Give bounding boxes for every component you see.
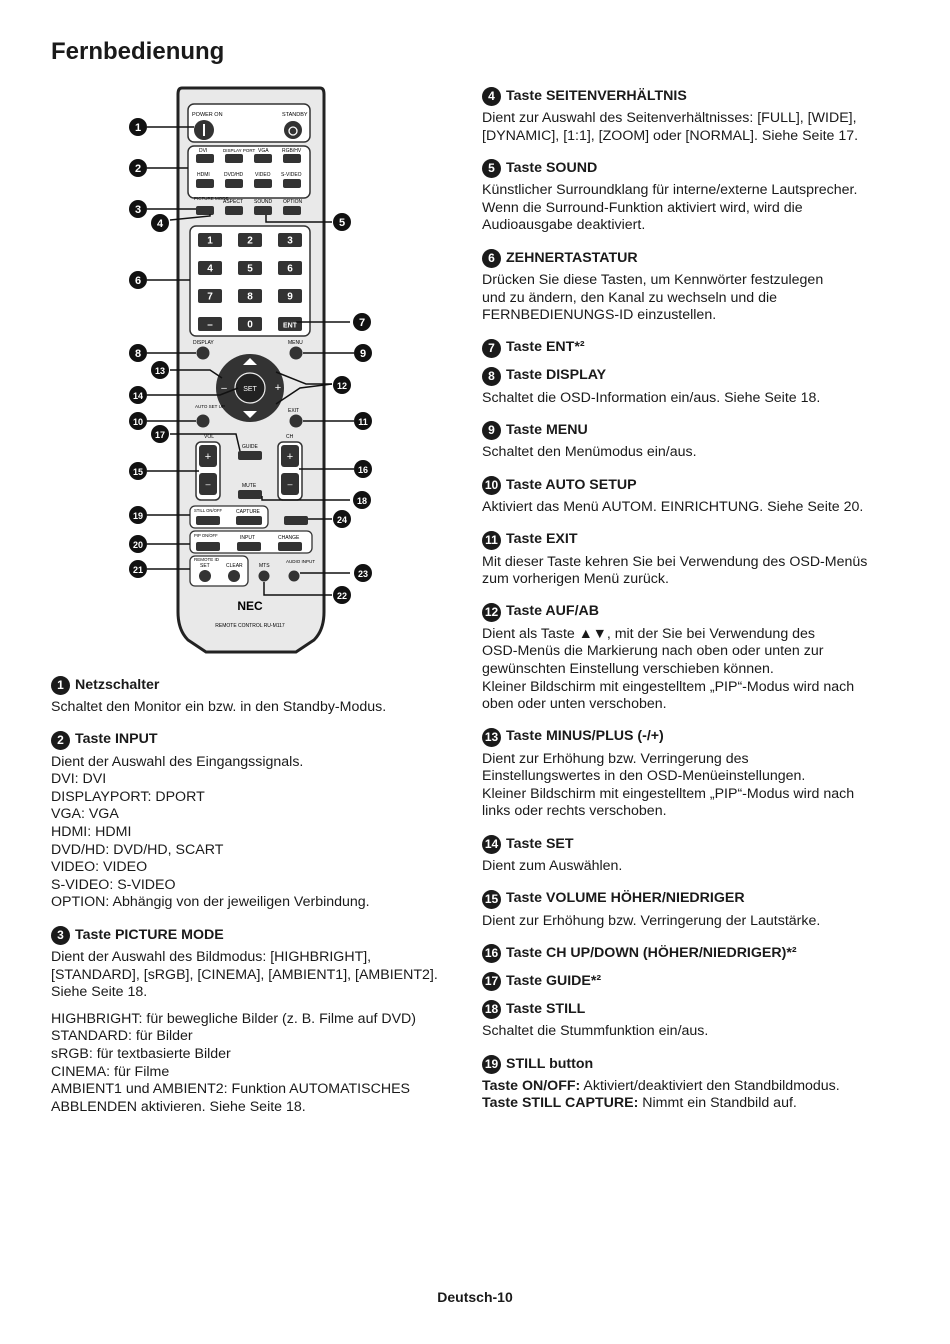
entry-title: Taste PICTURE MODE bbox=[75, 926, 224, 943]
entry-15 bbox=[482, 890, 902, 931]
entry-number-badge: 10 bbox=[482, 476, 501, 495]
entry-text-line: Siehe Seite 18. bbox=[51, 984, 148, 1001]
dvi-label: DVI bbox=[199, 148, 208, 154]
dvdhd-button[interactable] bbox=[225, 179, 243, 188]
vol-label: VOL bbox=[204, 434, 215, 440]
entry-title: Taste AUTO SETUP bbox=[506, 476, 637, 493]
entry-heading bbox=[51, 731, 451, 750]
vol-minus-label: – bbox=[205, 479, 211, 489]
entry-5 bbox=[482, 159, 902, 235]
callout-number: 21 bbox=[132, 565, 144, 575]
entry-number-badge: 8 bbox=[482, 367, 501, 386]
entry-number-badge: 6 bbox=[482, 249, 501, 268]
entry-title: Netzschalter bbox=[75, 676, 160, 693]
entry-text-line: Kleiner Bildschirm mit eingestelltem „PIP“-Modus wird nach bbox=[482, 678, 855, 695]
standby-button[interactable] bbox=[284, 121, 302, 139]
hdmi-button[interactable] bbox=[196, 179, 214, 188]
power-on-label: POWER ON bbox=[192, 112, 223, 118]
keypad-label: 5 bbox=[247, 263, 253, 275]
entry-number-badge: 13 bbox=[482, 728, 501, 747]
entry-text-line: Dient zur Erhöhung bzw. Verringerung des bbox=[482, 750, 749, 767]
entry-indented-line: VIDEO: VIDEO bbox=[51, 859, 148, 876]
rich-text: Aktiviert/deaktiviert den Standbildmodus. bbox=[580, 1077, 840, 1094]
callout-number: 10 bbox=[132, 417, 144, 427]
entry-number-badge: 15 bbox=[482, 890, 501, 909]
entry-text-line: gewünschten Einstellung verschieben können. bbox=[482, 660, 774, 677]
remote-id-label: REMOTE ID bbox=[194, 557, 220, 562]
entry-number-badge: 12 bbox=[482, 603, 501, 622]
sound-button[interactable] bbox=[254, 206, 272, 215]
callout-number: 18 bbox=[356, 496, 368, 506]
entry-indented-line: STANDARD: für Bilder bbox=[51, 1028, 193, 1045]
entry-text-line: Dient zur Auswahl des Seitenverhältnisses: [FULL], [WIDE], bbox=[482, 110, 857, 126]
entry-text-line: Schaltet den Monitor ein bzw. in den Standby-Modus. bbox=[51, 699, 387, 715]
entry-text-line: OSD-Menüs die Markierung nach oben oder unten zur bbox=[482, 643, 824, 660]
entry-text-line: FERNBEDIENUNGS-ID einzustellen. bbox=[482, 307, 717, 324]
sound-label: SOUND bbox=[254, 199, 273, 205]
entry-indented-line: ABBLENDEN aktivieren. Siehe Seite 18. bbox=[51, 1098, 306, 1115]
rich-bold: Taste ON/OFF: bbox=[482, 1077, 581, 1094]
menu-label: MENU bbox=[288, 340, 303, 346]
pip-change-button[interactable] bbox=[278, 542, 302, 551]
entry-title: Taste MENU bbox=[506, 422, 588, 439]
pip-onoff-button[interactable] bbox=[196, 542, 220, 551]
audio-input-label: AUDIO INPUT bbox=[286, 559, 316, 564]
entry-text-line: zum vorherigen Menü zurück. bbox=[482, 571, 669, 588]
mts-label: MTS bbox=[259, 563, 270, 569]
ch-plus-label: + bbox=[286, 451, 294, 463]
entry-heading bbox=[482, 531, 902, 550]
callout-number: 4 bbox=[156, 218, 164, 230]
remote-id-clear-button[interactable] bbox=[228, 570, 240, 582]
callout-number: 1 bbox=[134, 122, 142, 134]
guide-label: GUIDE bbox=[242, 444, 258, 450]
callout-number: 6 bbox=[134, 275, 142, 287]
entry-heading bbox=[51, 676, 451, 695]
mts-button[interactable] bbox=[259, 571, 270, 582]
video-button[interactable] bbox=[254, 179, 272, 188]
entry-number-badge: 19 bbox=[482, 1055, 501, 1074]
entry-4 bbox=[482, 87, 902, 145]
entry-text-line: Audioausgabe deaktiviert. bbox=[482, 217, 646, 234]
entry-heading bbox=[482, 728, 902, 747]
callout-number: 20 bbox=[132, 540, 144, 550]
entry-text-line: Drücken Sie diese Tasten, um Kennwörter festzulegen bbox=[482, 271, 824, 288]
entry-6 bbox=[482, 249, 902, 325]
keypad-label: 0 bbox=[247, 319, 253, 331]
entry-number-badge: 5 bbox=[482, 159, 501, 178]
keypad-label: 1 bbox=[207, 235, 213, 247]
rgbhv-button[interactable] bbox=[283, 154, 301, 163]
keypad-label: 2 bbox=[247, 235, 253, 247]
entry-indented-line: VGA: VGA bbox=[51, 806, 119, 823]
entry-title: STILL button bbox=[506, 1055, 594, 1072]
entry-text-line: links oder rechts verschoben. bbox=[482, 803, 667, 820]
callout-number: 24 bbox=[336, 515, 348, 525]
callout-number: 3 bbox=[134, 204, 142, 216]
entry-number-badge: 14 bbox=[482, 835, 501, 854]
entry-heading bbox=[51, 926, 451, 945]
entry-number-badge: 17 bbox=[482, 972, 501, 991]
entry-title: Taste SOUND bbox=[506, 159, 598, 176]
vga-label: VGA bbox=[258, 148, 269, 154]
entry-number-badge: 18 bbox=[482, 1000, 501, 1019]
page-title: Fernbedienung bbox=[51, 38, 225, 65]
entry-title: Taste AUF/AB bbox=[506, 603, 600, 620]
capture-label: CAPTURE bbox=[236, 509, 260, 515]
rich-bold: Taste STILL CAPTURE: bbox=[482, 1095, 639, 1112]
entry-number-badge: 11 bbox=[482, 531, 501, 550]
entry-heading bbox=[482, 1000, 902, 1019]
entry-number-badge: 7 bbox=[482, 339, 501, 358]
entry-text-line: Künstlicher Surroundklang für interne/externe Lautsprecher. bbox=[482, 182, 858, 199]
right-column bbox=[482, 87, 902, 1127]
callout-number: 22 bbox=[336, 591, 348, 601]
mute-button[interactable] bbox=[238, 490, 262, 499]
entry-title: Taste INPUT bbox=[75, 731, 158, 748]
entry-title: Taste SEITENVERHÄLTNIS bbox=[506, 87, 687, 104]
entry-3 bbox=[51, 926, 451, 1116]
entry-16 bbox=[482, 944, 902, 963]
aspect-button[interactable] bbox=[225, 206, 243, 215]
entry-title: Taste EXIT bbox=[506, 531, 578, 548]
entry-18 bbox=[482, 1000, 902, 1041]
keypad-label: ENT bbox=[283, 322, 297, 330]
entry-text-line: Dient zum Auswählen. bbox=[482, 858, 623, 875]
entry-indented-line: AMBIENT1 und AMBIENT2: Funktion AUTOMATISCHES bbox=[51, 1081, 411, 1098]
callout-number: 7 bbox=[358, 317, 366, 329]
entry-text-line: Dient als Taste ▲▼, mit der Sie bei Verwendung des bbox=[482, 625, 816, 642]
display-label: DISPLAY bbox=[193, 340, 214, 346]
entry-heading bbox=[482, 1055, 902, 1074]
callout-number: 8 bbox=[134, 348, 142, 360]
entry-text-line: [STANDARD], [sRGB], [CINEMA], [AMBIENT1], [AMBIENT2]. bbox=[51, 966, 438, 983]
pip-onoff-label: PIP ON/OFF bbox=[194, 533, 218, 538]
entry-14 bbox=[482, 835, 902, 876]
clear-label: CLEAR bbox=[226, 563, 243, 569]
aspect-label: ASPECT bbox=[223, 199, 244, 205]
entry-text-line: Dient der Auswahl des Bildmodus: [HIGHBRIGHT], bbox=[51, 948, 372, 965]
entry-indented-line: CINEMA: für Filme bbox=[51, 1063, 170, 1080]
entry-title: Taste GUIDE*² bbox=[506, 972, 602, 989]
picture-mode-button[interactable] bbox=[196, 206, 214, 215]
entry-number-badge: 2 bbox=[51, 731, 70, 750]
picture-mode-label: PICTURE MODE bbox=[194, 196, 229, 201]
auto-setup-label: AUTO SET UP bbox=[195, 404, 225, 409]
rgbhv-label: RGB/HV bbox=[282, 148, 302, 154]
set-label: SET bbox=[243, 386, 257, 393]
ch-label: CH bbox=[286, 434, 294, 440]
left-column bbox=[51, 676, 451, 1130]
callout-number: 9 bbox=[359, 348, 367, 360]
entry-text-line: Schaltet den Menümodus ein/aus. bbox=[482, 444, 697, 461]
entry-heading bbox=[482, 421, 902, 440]
entry-title: Taste CH UP/DOWN (HÖHER/NIEDRIGER)*² bbox=[506, 944, 797, 961]
mute-label: MUTE bbox=[242, 483, 257, 489]
entry-1 bbox=[51, 676, 451, 717]
plus-label[interactable]: + bbox=[274, 382, 282, 394]
remote-svg bbox=[110, 82, 390, 672]
still-onoff-button[interactable] bbox=[196, 516, 220, 525]
page-number: Deutsch-10 bbox=[437, 1289, 513, 1305]
entry-title: Taste MINUS/PLUS (-/+) bbox=[506, 728, 664, 745]
entry-heading bbox=[482, 944, 902, 963]
callout-number: 2 bbox=[134, 163, 142, 175]
video-label: VIDEO bbox=[255, 172, 271, 178]
entry-text-line: [DYNAMIC], [1:1], [ZOOM] oder [NORMAL]. Siehe Seite 17. bbox=[482, 127, 859, 144]
entry-number-badge: 1 bbox=[51, 676, 70, 695]
entry-number-badge: 3 bbox=[51, 926, 70, 945]
entry-heading bbox=[482, 890, 902, 909]
entry-rich-line bbox=[482, 1095, 902, 1113]
keypad-label: – bbox=[207, 319, 213, 331]
entry-11 bbox=[482, 531, 902, 589]
keypad-label: 7 bbox=[207, 291, 213, 303]
entry-indented-line: HDMI: HDMI bbox=[51, 823, 132, 840]
entry-10 bbox=[482, 476, 902, 517]
minus-label[interactable]: – bbox=[221, 383, 227, 394]
still-capture-button[interactable] bbox=[236, 516, 262, 525]
exit-button[interactable] bbox=[290, 415, 303, 428]
entry-text-line: oben oder unten verschoben. bbox=[482, 696, 667, 713]
entry-title: Taste STILL bbox=[506, 1000, 586, 1017]
standby-label: STANDBY bbox=[282, 112, 308, 118]
vol-plus-label: + bbox=[204, 451, 212, 463]
auto-setup-button[interactable] bbox=[197, 415, 210, 428]
entry-13 bbox=[482, 728, 902, 821]
entry-12 bbox=[482, 603, 902, 714]
entry-heading bbox=[482, 972, 902, 991]
entry-indented-line: DVD/HD: DVD/HD, SCART bbox=[51, 841, 224, 858]
pip-input-button[interactable] bbox=[237, 542, 261, 551]
callout-number: 16 bbox=[357, 465, 369, 475]
entry-indented-line: OPTION: Abhängig von der jeweiligen Verbindung. bbox=[51, 894, 370, 911]
entry-indented-line: DVI: DVI bbox=[51, 771, 107, 788]
entry-9 bbox=[482, 421, 902, 462]
callout-number: 14 bbox=[132, 391, 144, 401]
entry-17 bbox=[482, 972, 902, 991]
entry-indented-line: DISPLAYPORT: DPORT bbox=[51, 788, 205, 805]
entry-text-line: Kleiner Bildschirm mit eingestelltem „PIP“-Modus wird nach bbox=[482, 785, 855, 802]
entry-text-line: Schaltet die Stummfunktion ein/aus. bbox=[482, 1023, 709, 1040]
entry-heading bbox=[482, 835, 902, 854]
entry-text-line: Schaltet die OSD-Information ein/aus. Siehe Seite 18. bbox=[482, 389, 821, 406]
entry-text-line: Dient der Auswahl des Eingangssignals. bbox=[51, 753, 304, 770]
svideo-label: S-VIDEO bbox=[281, 172, 302, 178]
entry-heading bbox=[482, 339, 902, 358]
entry-title: Taste ENT*² bbox=[506, 339, 585, 356]
entry-title: ZEHNERTASTATUR bbox=[506, 249, 638, 266]
guide-button[interactable] bbox=[238, 451, 262, 460]
ch-minus-label: – bbox=[287, 479, 293, 489]
keypad-label: 8 bbox=[247, 291, 253, 303]
entry-text-line: und zu ändern, den Kanal zu wechseln und die bbox=[482, 289, 778, 306]
aspect-small-button[interactable] bbox=[284, 516, 308, 525]
keypad-label: 4 bbox=[207, 263, 213, 275]
dvi-button[interactable] bbox=[196, 154, 214, 163]
entry-text-line: Mit dieser Taste kehren Sie bei Verwendung des OSD-Menüs bbox=[482, 553, 868, 570]
callout-number: 23 bbox=[357, 569, 369, 579]
entry-heading bbox=[482, 367, 902, 386]
entry-text-line: Wenn die Surround-Funktion aktiviert wird, wird die bbox=[482, 199, 803, 216]
entry-heading bbox=[482, 476, 902, 495]
entry-number-badge: 16 bbox=[482, 944, 501, 963]
audio-input-button[interactable] bbox=[289, 571, 300, 582]
brand-logo: NEC bbox=[237, 599, 263, 613]
hdmi-label: HDMI bbox=[197, 172, 210, 178]
callout-number: 13 bbox=[154, 366, 166, 376]
option-label: OPTION bbox=[283, 199, 303, 205]
svideo-button[interactable] bbox=[283, 179, 301, 188]
entry-heading bbox=[482, 603, 902, 622]
remote-control-illustration bbox=[110, 82, 390, 672]
entry-7 bbox=[482, 339, 902, 358]
entry-text-line: Dient zur Erhöhung bzw. Verringerung der Lautstärke. bbox=[482, 912, 821, 929]
callout-number: 19 bbox=[132, 511, 144, 521]
callout-number: 11 bbox=[358, 417, 368, 427]
entry-8 bbox=[482, 367, 902, 408]
entry-19 bbox=[482, 1055, 902, 1113]
entry-text-line: Aktiviert das Menü AUTOM. EINRICHTUNG. Siehe Seite 20. bbox=[482, 498, 864, 515]
entry-title: Taste DISPLAY bbox=[506, 367, 607, 384]
entry-text-line: Einstellungswertes in den OSD-Menüeinstellungen. bbox=[482, 768, 806, 785]
rich-text: Nimmt ein Standbild auf. bbox=[638, 1095, 797, 1112]
keypad-label: 3 bbox=[287, 235, 293, 247]
entry-number-badge: 9 bbox=[482, 421, 501, 440]
displayport-label: DISPLAY PORT bbox=[223, 148, 256, 153]
remote-id-set-label: SET bbox=[200, 563, 210, 569]
input-label: INPUT bbox=[240, 535, 255, 541]
exit-label: EXIT bbox=[288, 408, 300, 414]
display-button[interactable] bbox=[197, 347, 210, 360]
keypad-label: 9 bbox=[287, 291, 293, 303]
change-label: CHANGE bbox=[278, 535, 300, 541]
model-label: REMOTE CONTROL RU-M117 bbox=[215, 623, 285, 629]
vga-button[interactable] bbox=[254, 154, 272, 163]
entry-indented-line: sRGB: für textbasierte Bilder bbox=[51, 1045, 231, 1062]
entry-heading bbox=[482, 249, 902, 268]
remote-id-set-button[interactable] bbox=[199, 570, 211, 582]
keypad-label: 6 bbox=[287, 263, 293, 275]
menu-button[interactable] bbox=[290, 347, 303, 360]
displayport-button[interactable] bbox=[225, 154, 243, 163]
option-button[interactable] bbox=[283, 206, 301, 215]
entry-heading bbox=[482, 159, 902, 178]
entry-title: Taste VOLUME HÖHER/NIEDRIGER bbox=[506, 890, 745, 907]
still-onoff-label: STILL ON/OFF bbox=[194, 508, 222, 513]
callout-number: 15 bbox=[132, 467, 144, 477]
entry-2 bbox=[51, 731, 451, 912]
entry-title: Taste SET bbox=[506, 835, 574, 852]
entry-rich-line bbox=[482, 1078, 902, 1096]
entry-heading bbox=[482, 87, 902, 106]
callout-number: 17 bbox=[154, 430, 166, 440]
entry-indented-line: HIGHBRIGHT: für bewegliche Bilder (z. B. Filme auf DVD) bbox=[51, 1010, 417, 1027]
callout-number: 5 bbox=[338, 217, 346, 229]
entry-indented-line: S-VIDEO: S-VIDEO bbox=[51, 876, 176, 893]
entry-number-badge: 4 bbox=[482, 87, 501, 106]
dvdhd-label: DVD/HD bbox=[224, 172, 244, 178]
callout-number: 12 bbox=[336, 381, 348, 391]
